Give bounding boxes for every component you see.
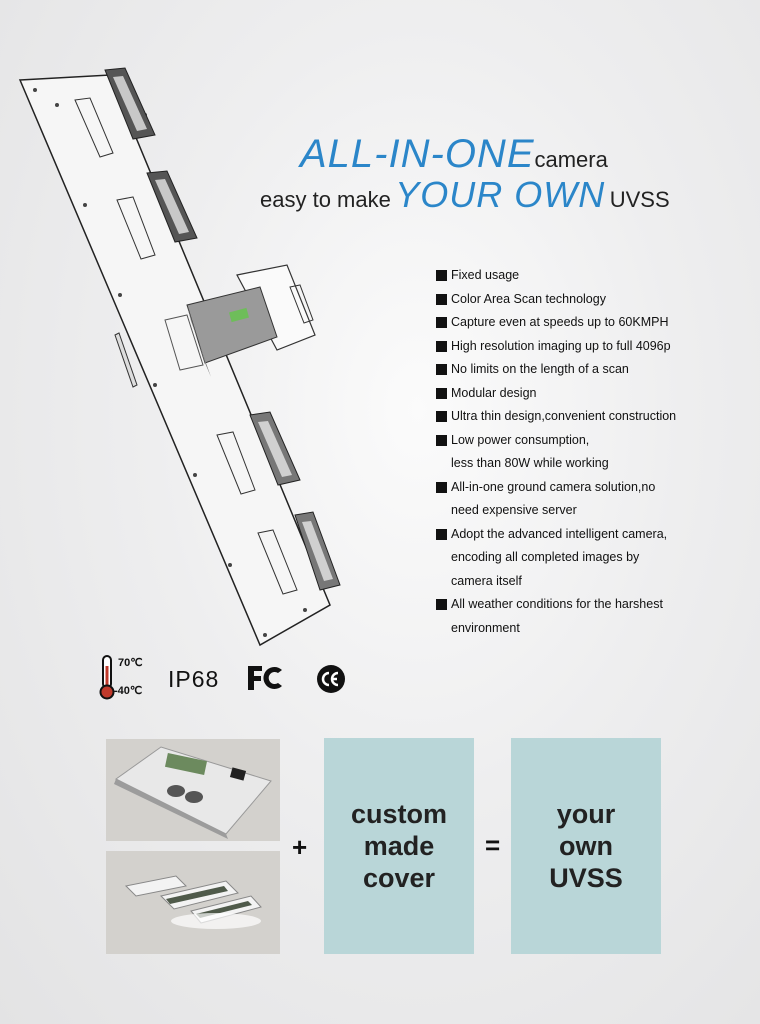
card-line: your: [556, 799, 616, 829]
headline-camera: camera: [534, 147, 608, 172]
bullet-square-icon: [436, 364, 447, 375]
feature-item: [436, 288, 736, 312]
ce-mark-icon: [316, 664, 346, 694]
card-line: own: [559, 831, 613, 861]
feature-item: [436, 382, 736, 406]
feature-item: [436, 476, 736, 523]
feature-text: Color Area Scan technology: [451, 291, 606, 306]
feature-list: [436, 264, 736, 640]
headline-easy-to-make: easy to make: [260, 187, 391, 212]
headline-uvss: UVSS: [609, 187, 670, 212]
card-line: made: [363, 831, 435, 861]
feature-text: Fixed usage: [451, 268, 520, 282]
feature-item: [436, 405, 736, 429]
feature-item: [436, 311, 736, 335]
feature-item: [436, 358, 736, 382]
feature-text: Adopt the advanced intelligent camera,: [451, 526, 668, 541]
product-photo-modules: [106, 851, 280, 954]
bullet-square-icon: [436, 482, 447, 493]
bullet-square-icon: [436, 341, 447, 352]
feature-text: All-in-one ground camera solution,no: [451, 479, 656, 494]
bullet-square-icon: [436, 411, 447, 422]
card-line: custom: [350, 799, 448, 829]
feature-item: [436, 335, 736, 359]
feature-item: [436, 523, 736, 594]
bullet-square-icon: [436, 270, 447, 281]
headline-all-in-one: ALL-IN-ONE: [300, 132, 535, 176]
feature-text-continued: environment: [451, 620, 520, 635]
your-own-uvss-card: [511, 738, 661, 954]
bullet-square-icon: [436, 294, 447, 305]
feature-text: All weather conditions for the harshest: [451, 597, 663, 611]
certification-row: [96, 650, 376, 710]
bullet-square-icon: [436, 599, 447, 610]
headline-line-1: [300, 132, 608, 177]
feature-text: Low power consumption,: [451, 432, 590, 447]
feature-item: [436, 264, 736, 288]
equals-sign: =: [485, 830, 501, 860]
feature-text: Modular design: [451, 385, 537, 400]
product-photo-housing: [106, 739, 280, 841]
ip-rating: IP68: [168, 666, 220, 692]
card-line: UVSS: [549, 863, 623, 893]
fc-mark-icon: [246, 664, 286, 692]
housing-image: [106, 739, 280, 841]
modules-image: [106, 851, 280, 954]
feature-text: No limits on the length of a scan: [451, 362, 629, 376]
feature-text-continued: need expensive server: [451, 503, 577, 517]
plus-sign: +: [292, 832, 308, 862]
bullet-square-icon: [436, 435, 447, 446]
feature-item: [436, 429, 736, 476]
bullet-square-icon: [436, 529, 447, 540]
card-line: cover: [362, 863, 436, 893]
headline-line-2: [260, 174, 670, 216]
bullet-square-icon: [436, 317, 447, 328]
temperature-high: 70℃: [118, 657, 143, 669]
feature-text: Capture even at speeds up to 60KMPH: [451, 315, 669, 329]
bullet-square-icon: [436, 388, 447, 399]
feature-text: High resolution imaging up to full 4096p: [451, 338, 671, 353]
headline-your-own: YOUR OWN: [395, 174, 606, 215]
feature-text-continued: encoding all completed images by camera itself: [451, 550, 640, 588]
temperature-low: -40℃: [114, 685, 143, 697]
feature-text: Ultra thin design,convenient construction: [451, 409, 677, 423]
feature-text-continued: less than 80W while working: [451, 456, 609, 470]
custom-made-cover-card: [324, 738, 474, 954]
feature-item: [436, 593, 736, 640]
